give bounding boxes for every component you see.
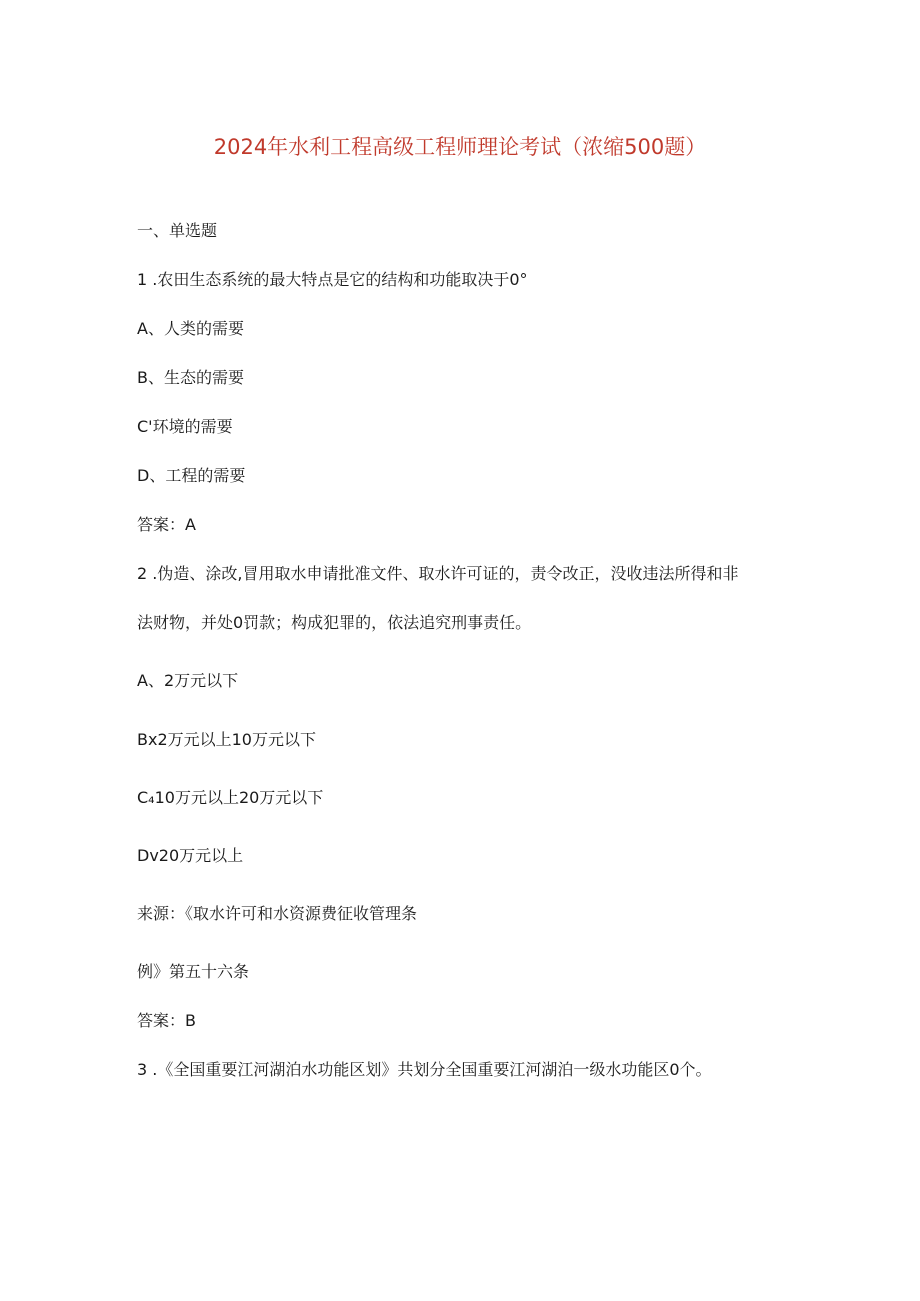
section-heading: 一、单选题 bbox=[137, 221, 218, 240]
question-2-option-d: Dv20万元以上 bbox=[137, 846, 244, 865]
question-2-option-c: C₄10万元以上20万元以下 bbox=[137, 788, 324, 807]
question-2-option-a: A、2万元以下 bbox=[137, 671, 239, 690]
question-2-stem-line-2: 法财物，并处0罚款；构成犯罪的，依法追究刑事责任。 bbox=[137, 613, 532, 632]
question-2-answer: 答案：B bbox=[137, 1011, 196, 1030]
question-1-option-b: B、生态的需要 bbox=[137, 368, 244, 387]
question-1-option-a: A、人类的需要 bbox=[137, 319, 244, 338]
question-2-option-b: Bx2万元以上10万元以下 bbox=[137, 730, 316, 749]
question-1-stem: 1 .农田生态系统的最大特点是它的结构和功能取决于0° bbox=[137, 270, 528, 289]
question-1-answer: 答案：A bbox=[137, 515, 196, 534]
question-2-source-line-2: 例》第五十六条 bbox=[137, 962, 250, 981]
question-2-source-line-1: 来源：《取水许可和水资源费征收管理条 bbox=[137, 904, 418, 923]
question-2-stem-line-1: 2 .伪造、涂改,冒用取水申请批准文件、取水许可证的，责令改正，没收违法所得和非 bbox=[137, 564, 739, 583]
question-1-option-d: D、工程的需要 bbox=[137, 466, 246, 485]
question-1-option-c: C'环境的需要 bbox=[137, 417, 233, 436]
question-3-stem: 3 .《全国重要江河湖泊水功能区划》共划分全国重要江河湖泊一级水功能区0个。 bbox=[137, 1060, 712, 1079]
document-title: 2024年水利工程高级工程师理论考试（浓缩500题） bbox=[213, 135, 707, 159]
